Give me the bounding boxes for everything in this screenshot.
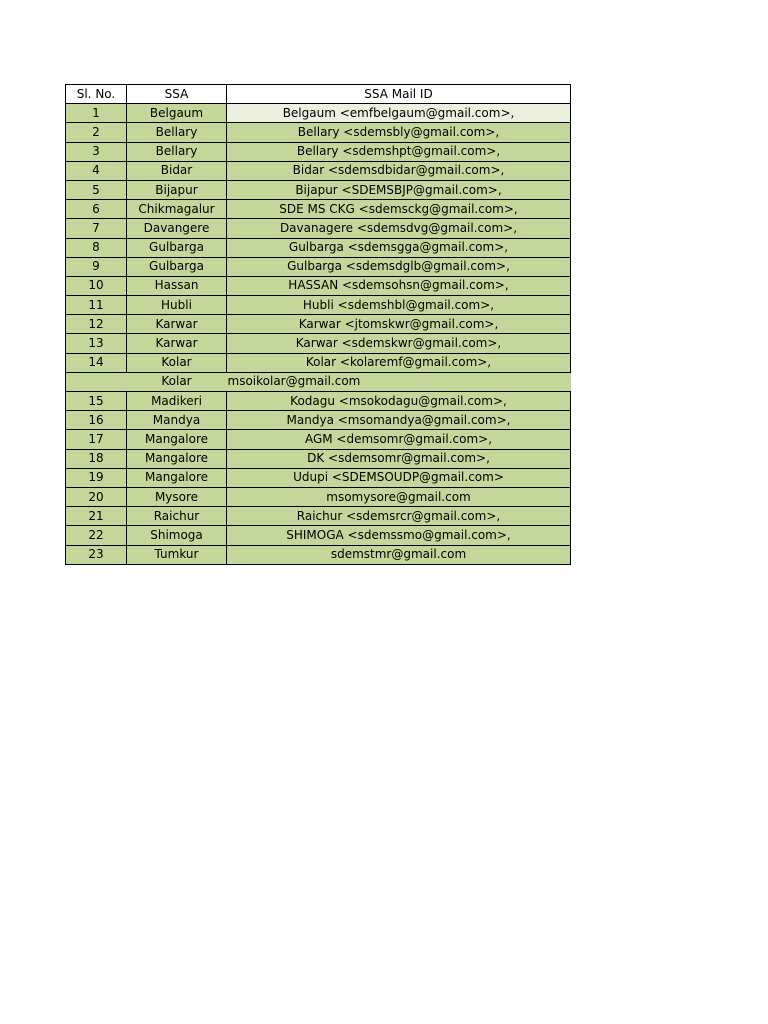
header-ssa[interactable]: SSA	[127, 85, 227, 104]
cell-serial[interactable]	[66, 372, 127, 391]
cell-mail[interactable]: Hubli <sdemshbl@gmail.com>,	[227, 296, 571, 315]
cell-ssa[interactable]: Hubli	[127, 296, 227, 315]
cell-serial[interactable]: 5	[66, 180, 127, 199]
cell-mail[interactable]: AGM <demsomr@gmail.com>,	[227, 430, 571, 449]
table-row	[66, 238, 571, 257]
cell-serial[interactable]: 17	[66, 430, 127, 449]
cell-mail[interactable]: SDE MS CKG <sdemsckg@gmail.com>,	[227, 200, 571, 219]
cell-ssa[interactable]: Kolar	[127, 353, 227, 372]
cell-mail[interactable]: Udupi <SDEMSOUDP@gmail.com>	[227, 468, 571, 487]
table-row	[66, 123, 571, 142]
cell-mail[interactable]: Karwar <jtomskwr@gmail.com>,	[227, 315, 571, 334]
cell-ssa[interactable]: Gulbarga	[127, 257, 227, 276]
table-row	[66, 507, 571, 526]
table-row	[66, 334, 571, 353]
cell-serial[interactable]: 14	[66, 353, 127, 372]
table-row	[66, 219, 571, 238]
cell-ssa[interactable]: Gulbarga	[127, 238, 227, 257]
table-row	[66, 104, 571, 123]
cell-ssa[interactable]: Bellary	[127, 123, 227, 142]
cell-serial[interactable]: 15	[66, 392, 127, 411]
table-row	[66, 142, 571, 161]
cell-mail[interactable]: Belgaum <emfbelgaum@gmail.com>,	[227, 104, 571, 123]
cell-ssa[interactable]: Karwar	[127, 315, 227, 334]
cell-mail[interactable]: sdemstmr@gmail.com	[227, 545, 571, 564]
cell-mail[interactable]: SHIMOGA <sdemssmo@gmail.com>,	[227, 526, 571, 545]
cell-ssa[interactable]: Raichur	[127, 507, 227, 526]
cell-ssa[interactable]: Bellary	[127, 142, 227, 161]
cell-mail[interactable]: msomysore@gmail.com	[227, 487, 571, 506]
cell-serial[interactable]: 7	[66, 219, 127, 238]
cell-mail[interactable]: msoikolar@gmail.com	[227, 372, 571, 391]
cell-ssa[interactable]: Bidar	[127, 161, 227, 180]
header-row	[66, 85, 571, 104]
cell-serial[interactable]: 11	[66, 296, 127, 315]
cell-ssa[interactable]: Shimoga	[127, 526, 227, 545]
cell-serial[interactable]: 23	[66, 545, 127, 564]
cell-serial[interactable]: 9	[66, 257, 127, 276]
table-row	[66, 353, 571, 372]
cell-serial[interactable]: 22	[66, 526, 127, 545]
cell-serial[interactable]: 21	[66, 507, 127, 526]
cell-ssa[interactable]: Davangere	[127, 219, 227, 238]
cell-serial[interactable]: 4	[66, 161, 127, 180]
cell-ssa[interactable]: Karwar	[127, 334, 227, 353]
cell-mail[interactable]: Bellary <sdemsbly@gmail.com>,	[227, 123, 571, 142]
cell-ssa[interactable]: Tumkur	[127, 545, 227, 564]
table-row	[66, 526, 571, 545]
table-row	[66, 257, 571, 276]
table-row	[66, 449, 571, 468]
table-row	[66, 468, 571, 487]
cell-ssa[interactable]: Belgaum	[127, 104, 227, 123]
table-row	[66, 372, 571, 391]
table-row	[66, 200, 571, 219]
header-serial[interactable]: Sl. No.	[66, 85, 127, 104]
cell-mail[interactable]: Karwar <sdemskwr@gmail.com>,	[227, 334, 571, 353]
table-row	[66, 392, 571, 411]
cell-ssa[interactable]: Mangalore	[127, 449, 227, 468]
cell-serial[interactable]: 10	[66, 276, 127, 295]
cell-ssa[interactable]: Mangalore	[127, 430, 227, 449]
table-row	[66, 161, 571, 180]
cell-serial[interactable]: 16	[66, 411, 127, 430]
cell-serial[interactable]: 1	[66, 104, 127, 123]
cell-mail[interactable]: Raichur <sdemsrcr@gmail.com>,	[227, 507, 571, 526]
cell-mail[interactable]: Kolar <kolaremf@gmail.com>,	[227, 353, 571, 372]
cell-mail[interactable]: Kodagu <msokodagu@gmail.com>,	[227, 392, 571, 411]
cell-serial[interactable]: 6	[66, 200, 127, 219]
cell-ssa[interactable]: Kolar	[127, 372, 227, 391]
cell-serial[interactable]: 3	[66, 142, 127, 161]
cell-serial[interactable]: 8	[66, 238, 127, 257]
cell-mail[interactable]: Davanagere <sdemsdvg@gmail.com>,	[227, 219, 571, 238]
spreadsheet-page	[65, 84, 570, 565]
cell-ssa[interactable]: Bijapur	[127, 180, 227, 199]
cell-ssa[interactable]: Madikeri	[127, 392, 227, 411]
cell-mail[interactable]: Mandya <msomandya@gmail.com>,	[227, 411, 571, 430]
cell-serial[interactable]: 20	[66, 487, 127, 506]
cell-mail[interactable]: Gulbarga <sdemsdglb@gmail.com>,	[227, 257, 571, 276]
cell-mail[interactable]: Bidar <sdemsdbidar@gmail.com>,	[227, 161, 571, 180]
cell-serial[interactable]: 19	[66, 468, 127, 487]
table-row	[66, 276, 571, 295]
table-row	[66, 411, 571, 430]
cell-serial[interactable]: 18	[66, 449, 127, 468]
table-row	[66, 430, 571, 449]
ssa-mail-table	[65, 84, 571, 565]
table-row	[66, 545, 571, 564]
cell-ssa[interactable]: Mysore	[127, 487, 227, 506]
cell-mail[interactable]: Bijapur <SDEMSBJP@gmail.com>,	[227, 180, 571, 199]
cell-mail[interactable]: Bellary <sdemshpt@gmail.com>,	[227, 142, 571, 161]
cell-mail[interactable]: DK <sdemsomr@gmail.com>,	[227, 449, 571, 468]
cell-ssa[interactable]: Mangalore	[127, 468, 227, 487]
table-row	[66, 296, 571, 315]
table-row	[66, 487, 571, 506]
cell-serial[interactable]: 13	[66, 334, 127, 353]
cell-serial[interactable]: 2	[66, 123, 127, 142]
cell-serial[interactable]: 12	[66, 315, 127, 334]
table-row	[66, 315, 571, 334]
cell-ssa[interactable]: Chikmagalur	[127, 200, 227, 219]
cell-ssa[interactable]: Mandya	[127, 411, 227, 430]
cell-ssa[interactable]: Hassan	[127, 276, 227, 295]
cell-mail[interactable]: HASSAN <sdemsohsn@gmail.com>,	[227, 276, 571, 295]
table-row	[66, 180, 571, 199]
cell-mail[interactable]: Gulbarga <sdemsgga@gmail.com>,	[227, 238, 571, 257]
header-mail[interactable]: SSA Mail ID	[227, 85, 571, 104]
